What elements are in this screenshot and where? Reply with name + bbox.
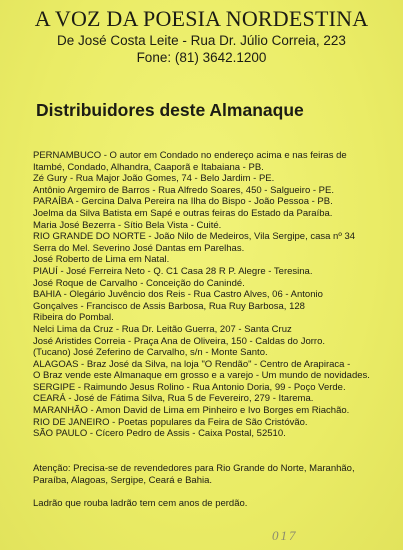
page-header: [0, 6, 403, 66]
note-line: Paraíba, Alagoas, Sergipe, Ceará e Bahia.: [33, 474, 213, 486]
distributor-line: José Aristides Correia - Praça Ana de Oliveira, 150 - Caldas do Jorro.: [33, 335, 325, 347]
section-title: Distribuidores deste Almanaque: [36, 100, 304, 120]
distributors-list: [33, 150, 385, 440]
closing-proverb: Ladrão que rouba ladrão tem cem anos de perdão.: [33, 498, 248, 509]
resellers-note: [33, 463, 385, 486]
note-line: Atenção: Precisa-se de revendedores para Rio Grande do Norte, Maranhão,: [33, 463, 355, 474]
distributor-line: Maria José Bezerra - Sítio Bela Vista - Cuité.: [33, 219, 222, 231]
distributor-line: SÃO PAULO - Cícero Pedro de Assis - Caixa Postal, 52510.: [33, 428, 286, 440]
distributor-line: O Braz vende este Almanaque em grosso e a varejo - Um mundo de novidades.: [33, 370, 370, 382]
page-number: 017: [272, 528, 298, 543]
distributor-line: Zé Gury - Rua Major João Gomes, 74 - Belo Jardim - PE.: [33, 173, 275, 185]
distributor-line: Nelci Lima da Cruz - Rua Dr. Leitão Guerra, 207 - Santa Cruz: [33, 323, 292, 335]
distributor-line: RIO DE JANEIRO - Poetas populares da Feira de São Cristóvão.: [33, 416, 308, 428]
distributor-line: RIO GRANDE DO NORTE - João Nilo de Medeiros, Vila Sergipe, casa nº 34: [33, 231, 356, 243]
distributor-line: Serra do Mel. Severino José Dantas em Parelhas.: [33, 242, 245, 254]
distributor-line: BAHIA - Olegário Juvêncio dos Reis - Rua Castro Alves, 06 - Antonio: [33, 289, 323, 301]
publisher-phone: Fone: (81) 3642.1200: [136, 50, 267, 65]
distributor-line: José Roberto de Lima em Natal.: [33, 254, 170, 266]
distributor-line: Joelma da Silva Batista em Sapé e outras feiras do Estado da Paraíba.: [33, 207, 333, 219]
distributor-line: Itambé, Condado, Alhandra, Caaporã e Itabaiana - PB.: [33, 161, 264, 173]
distributor-line: CEARÁ - José de Fátima Silva, Rua 5 de Fevereiro, 279 - Itarema.: [33, 393, 314, 405]
distributor-line: PIAUÍ - José Ferreira Neto - Q. C1 Casa 28 R P. Alegre - Teresina.: [33, 265, 313, 277]
publisher-address: De José Costa Leite - Rua Dr. Júlio Correia, 223: [57, 33, 346, 48]
distributor-line: PERNAMBUCO - O autor em Condado no endereço acima e nas feiras de: [33, 150, 347, 161]
publication-title: A VOZ DA POESIA NORDESTINA: [34, 6, 369, 31]
distributor-line: Ribeira do Pombal.: [33, 312, 114, 324]
distributor-line: Antônio Argemiro de Barros - Rua Alfredo Soares, 450 - Salgueiro - PE.: [33, 184, 334, 196]
distributor-line: MARANHÃO - Amon David de Lima em Pinheiro e Ivo Borges em Riachão.: [33, 405, 350, 417]
distributor-line: (Tucano) José Zeferino de Carvalho, s/n - Monte Santo.: [33, 347, 268, 359]
distributor-line: ALAGOAS - Braz José da Silva, na loja "O Rendão" - Centro de Arapiraca -: [33, 358, 351, 370]
distributor-line: SERGIPE - Raimundo Jesus Rolino - Rua Antonio Doria, 99 - Poço Verde.: [33, 381, 346, 393]
distributor-line: Gonçalves - Francisco de Assis Barbosa, Rua Ruy Barbosa, 128: [33, 300, 305, 312]
distributor-line: José Roque de Carvalho - Conceição do Canindé.: [33, 277, 245, 289]
distributor-line: PARAÍBA - Gercina Dalva Pereira na Ilha do Bispo - João Pessoa - PB.: [33, 196, 333, 208]
